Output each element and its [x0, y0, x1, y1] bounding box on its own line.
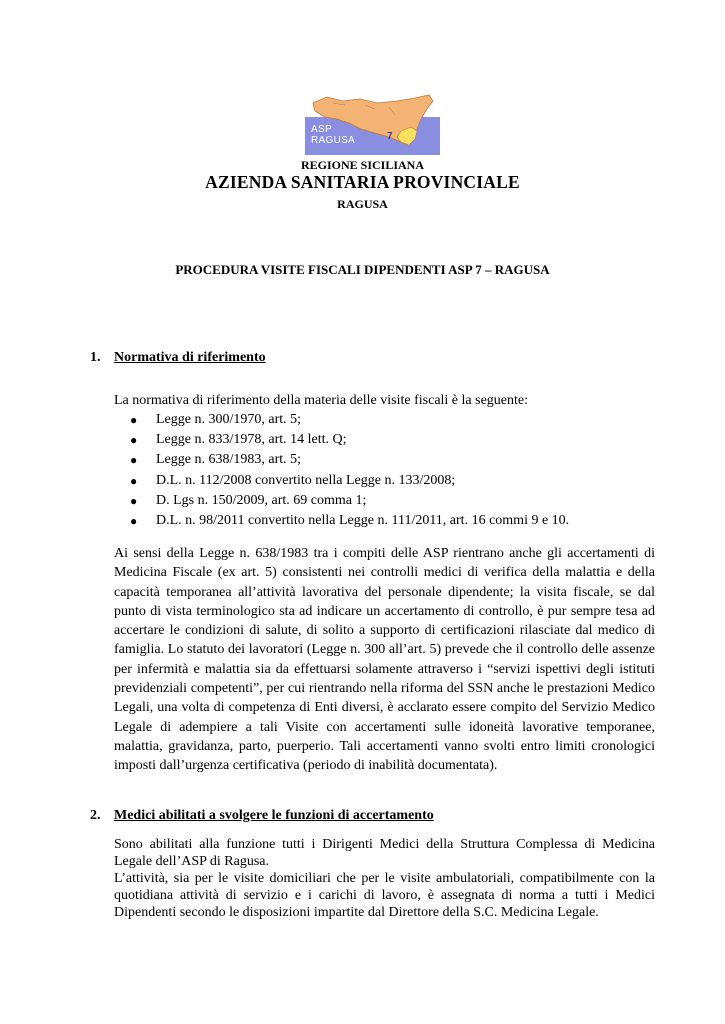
law-list — [128, 410, 569, 531]
section-2-title: Medici abilitati a svolgere le funzioni di accertamento — [114, 808, 434, 823]
section-1-title: Normativa di riferimento — [114, 350, 266, 365]
logo-label — [311, 124, 355, 146]
logo-number: 7 — [387, 131, 393, 142]
section-2-para-2: L’attività, sia per le visite domiciliari che per le visite ambulatoriali, compatibilmente con la quotidiana attività di servizio e i carichi di lavoro, è assegnata di norma a tutti i Medici Dipendenti secondo le disposizioni impartite dal Direttore della S.C. Medicina Legale. — [114, 871, 655, 920]
bullet-icon: ● — [130, 453, 138, 468]
agency-name: AZIENDA SANITARIA PROVINCIALE — [205, 172, 520, 192]
logo-line-ragusa: RAGUSA — [311, 135, 356, 146]
list-item: ● Legge n. 833/1978, art. 14 lett. Q; — [128, 430, 569, 450]
section-1-body: Ai sensi della Legge n. 638/1983 tra i compiti delle ASP rientrano anche gli accertamenti di Medicina Fiscale (ex art. 5) consistenti nei controlli medici di verifica della malattia e della capacità temporanea all’attività lavorativa del personale dipendente; la visita fiscale, se dal punto di vista terminologico sta ad indicare un accertamento di controllo, è pur sempre tesa ad accertare le condizioni di salute, di solito a supporto di certificazioni rilasciate dal medico di famiglia. Lo statuto dei lavoratori (Legge n. 300 all’art. 5) prevede che il controllo delle assenze per infermità e malattia sia da effettuarsi solamente attraverso i “servizi ispettivi degli istituti previdenziali competenti”, per cui rientrando nella riforma del SSN anche le prestazioni Medico Legali, una volta di competenza di Enti diversi, è acclarato essere compito del Servizio Medico Legale di adempiere a tali Visite con accertamenti sulle idoneità lavorative temporanee, malattia, gravidanza, parto, puerperio. Tali accertamenti vanno svolti entro limiti cronologici imposti dall’urgenza certificativa (periodo di inabilità documentata). — [114, 546, 655, 774]
bullet-icon: ● — [130, 433, 138, 448]
asp-ragusa-logo — [305, 93, 440, 155]
list-item: ● D.L. n. 112/2008 convertito nella Legge n. 133/2008; — [128, 471, 569, 491]
city-name: RAGUSA — [337, 197, 388, 211]
section-2-number: 2. — [90, 808, 101, 823]
bullet-icon: ● — [130, 413, 138, 427]
logo-line-asp: ASP — [311, 124, 332, 135]
section-1-number: 1. — [90, 350, 101, 365]
section-2-heading — [90, 808, 434, 824]
bullet-icon: ● — [130, 493, 138, 508]
list-item: ● Legge n. 638/1983, art. 5; — [128, 450, 569, 470]
bullet-icon: ● — [130, 514, 138, 529]
region-name: REGIONE SICILIANA — [300, 158, 425, 172]
list-item: ● Legge n. 300/1970, art. 5; — [128, 410, 569, 430]
list-item: ● D. Lgs n. 150/2009, art. 69 comma 1; — [128, 491, 569, 511]
section-1-heading — [90, 350, 266, 366]
document-title: PROCEDURA VISITE FISCALI DIPENDENTI ASP 7 – RAGUSA — [175, 262, 550, 277]
section-2-para-1: Sono abilitati alla funzione tutti i Dirigenti Medici della Struttura Complessa di Medicina Legale dell’ASP di Ragusa. — [114, 837, 655, 869]
list-item: ● D.L. n. 98/2011 convertito nella Legge n. 111/2011, art. 16 commi 9 e 10. — [128, 511, 569, 531]
section-1-intro: La normativa di riferimento della materia delle visite fiscali è la seguente: — [114, 393, 528, 408]
bullet-icon: ● — [130, 473, 138, 488]
